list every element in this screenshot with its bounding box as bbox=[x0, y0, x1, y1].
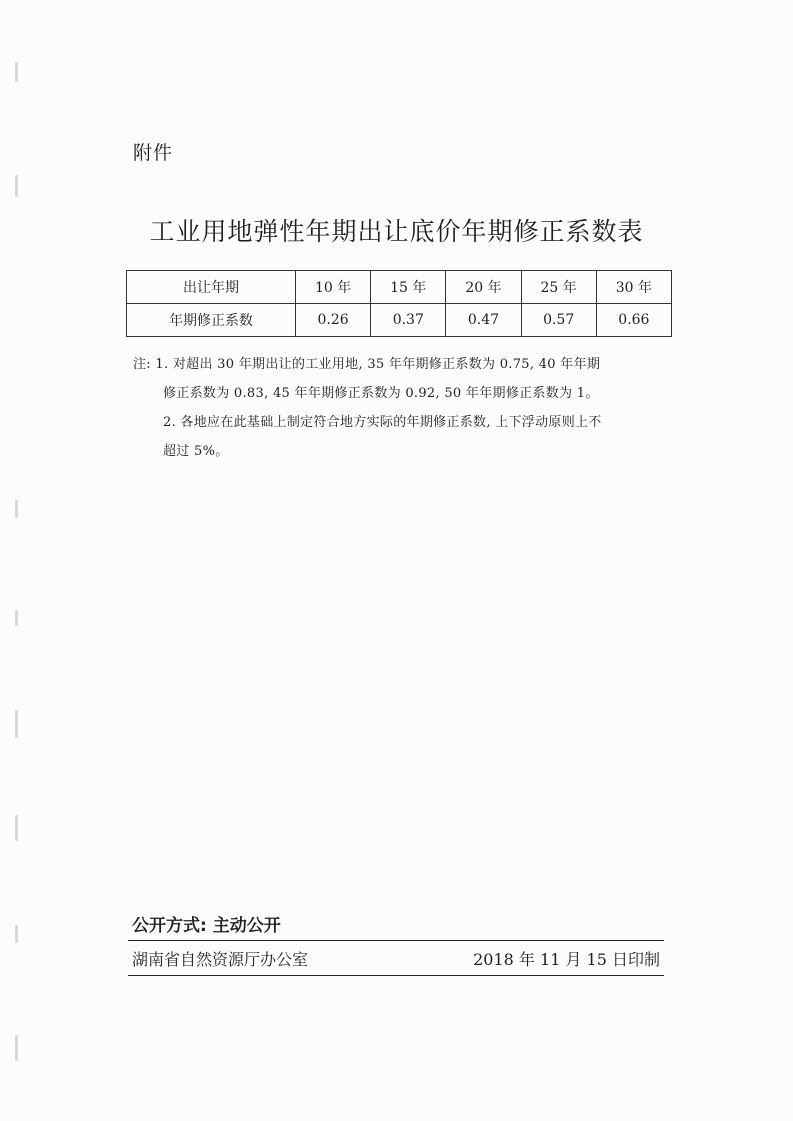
print-date: 2018 年 11 月 15 日印制 bbox=[473, 949, 660, 969]
scan-mark bbox=[15, 62, 18, 82]
note-line: 注: 1. 对超出 30 年期出让的工业用地, 35 年年期修正系数为 0.75, 40 年年期 bbox=[133, 357, 601, 372]
document-title: 工业用地弹性年期出让底价年期修正系数表 bbox=[149, 217, 644, 246]
table-cell: 0.37 bbox=[371, 304, 446, 337]
scan-mark bbox=[15, 1035, 18, 1061]
table-cell: 30 年 bbox=[596, 271, 671, 304]
disclosure-method: 公开方式: 主动公开 bbox=[132, 916, 281, 936]
table-cell: 20 年 bbox=[446, 271, 521, 304]
table-cell: 10 年 bbox=[296, 271, 371, 304]
table-row bbox=[127, 271, 672, 304]
scan-mark bbox=[15, 710, 18, 738]
issuer-name: 湖南省自然资源厅办公室 bbox=[132, 949, 309, 969]
row-header-term: 出让年期 bbox=[127, 271, 296, 304]
scan-mark bbox=[15, 500, 18, 518]
note-line: 2. 各地应在此基础上制定符合地方实际的年期修正系数, 上下浮动原则上不 bbox=[163, 415, 602, 430]
table-cell: 25 年 bbox=[521, 271, 596, 304]
note-line: 修正系数为 0.83, 45 年年期修正系数为 0.92, 50 年年期修正系数为 1。 bbox=[163, 386, 599, 401]
coefficient-table bbox=[126, 270, 672, 337]
issuer-row bbox=[128, 941, 664, 975]
note-line: 超过 5%。 bbox=[163, 444, 229, 459]
scan-mark bbox=[15, 815, 18, 841]
row-header-coefficient: 年期修正系数 bbox=[127, 304, 296, 337]
table-cell: 0.47 bbox=[446, 304, 521, 337]
scan-mark bbox=[15, 610, 18, 626]
table-cell: 0.66 bbox=[596, 304, 671, 337]
attachment-label: 附件 bbox=[133, 142, 174, 164]
divider bbox=[128, 975, 664, 976]
document-footer bbox=[128, 912, 664, 976]
table-cell: 0.57 bbox=[521, 304, 596, 337]
notes bbox=[133, 350, 673, 466]
scan-mark bbox=[15, 925, 18, 943]
table-cell: 15 年 bbox=[371, 271, 446, 304]
table-row bbox=[127, 304, 672, 337]
table-cell: 0.26 bbox=[296, 304, 371, 337]
scan-mark bbox=[15, 175, 18, 197]
